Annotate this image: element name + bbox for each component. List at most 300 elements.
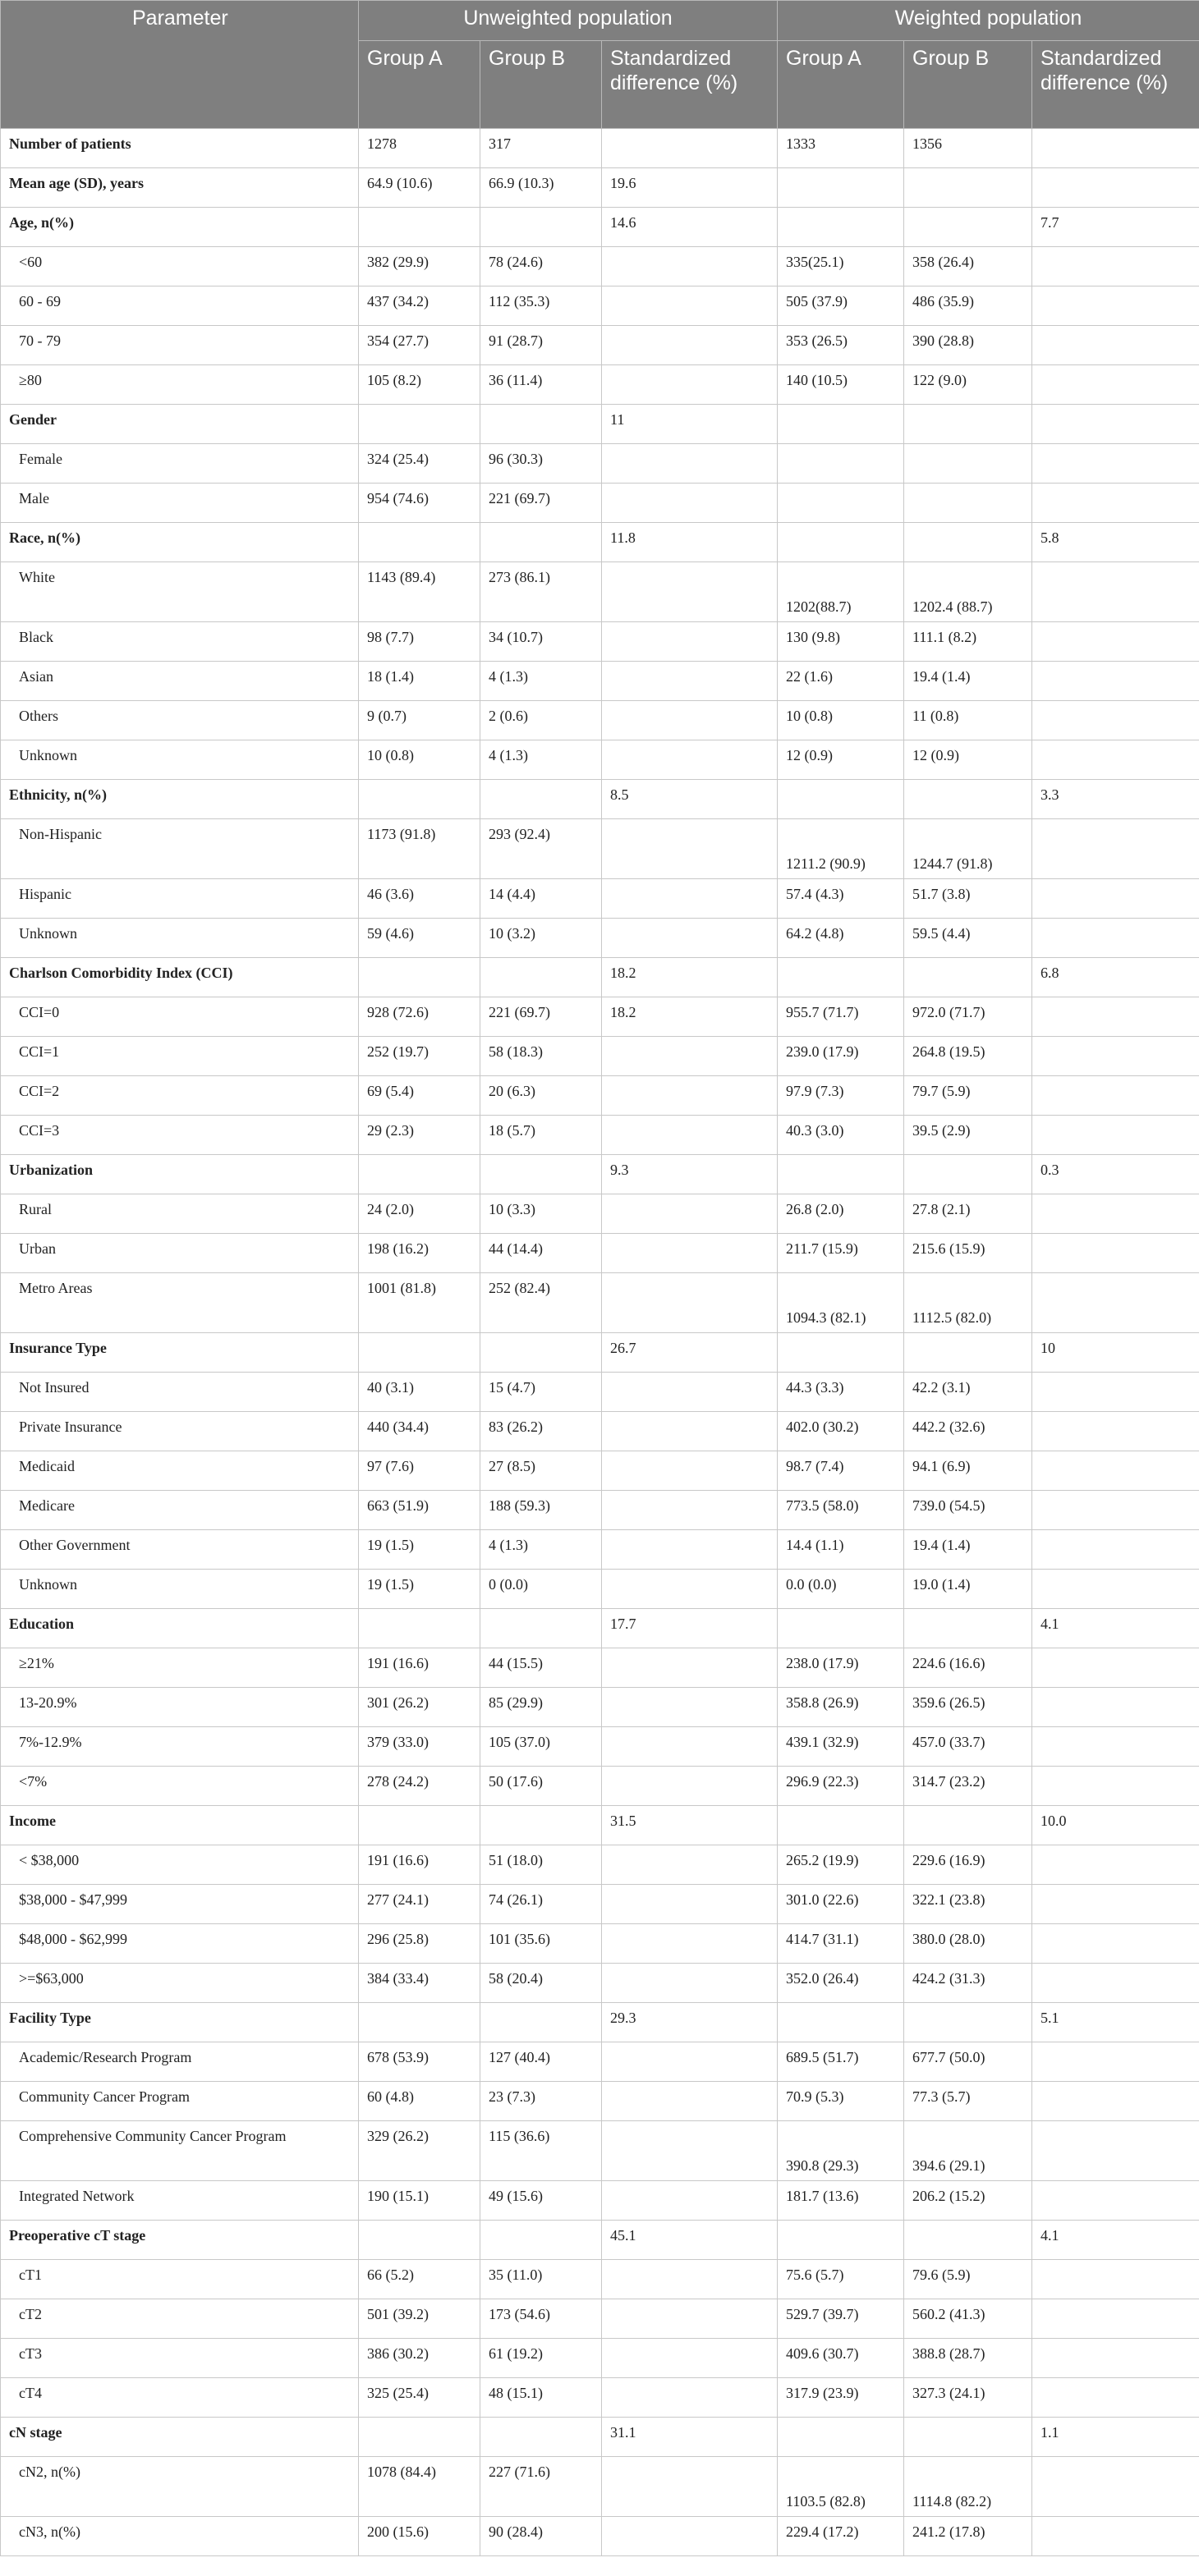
table-section-row bbox=[1, 2003, 1199, 2042]
table-row bbox=[1, 819, 1199, 879]
weighted-group-b: 111.1 (8.2) bbox=[904, 622, 1032, 662]
table-row bbox=[1, 2260, 1199, 2299]
unweighted-std-diff bbox=[602, 1964, 778, 2003]
weighted-std-diff bbox=[1032, 2181, 1199, 2221]
weighted-group-a bbox=[778, 523, 904, 562]
row-label: Hispanic bbox=[1, 879, 359, 919]
unweighted-std-diff bbox=[602, 740, 778, 780]
unweighted-std-diff bbox=[602, 701, 778, 740]
unweighted-group-a bbox=[359, 1155, 480, 1194]
weighted-group-b bbox=[904, 2003, 1032, 2042]
unweighted-group-b bbox=[480, 1609, 602, 1648]
unweighted-std-diff bbox=[602, 1924, 778, 1964]
weighted-group-b bbox=[904, 780, 1032, 819]
unweighted-group-b: 4 (1.3) bbox=[480, 740, 602, 780]
weighted-group-b bbox=[904, 958, 1032, 997]
row-label: Medicare bbox=[1, 1491, 359, 1530]
row-label: CCI=2 bbox=[1, 1076, 359, 1116]
unweighted-group-a: 384 (33.4) bbox=[359, 1964, 480, 2003]
table-row bbox=[1, 1924, 1199, 1964]
weighted-group-b: 1112.5 (82.0) bbox=[904, 1273, 1032, 1333]
weighted-group-a: 1202(88.7) bbox=[778, 562, 904, 622]
unweighted-group-a: 69 (5.4) bbox=[359, 1076, 480, 1116]
weighted-group-a: 12 (0.9) bbox=[778, 740, 904, 780]
weighted-group-b: 388.8 (28.7) bbox=[904, 2339, 1032, 2378]
row-label: Charlson Comorbidity Index (CCI) bbox=[1, 958, 359, 997]
row-label: <60 bbox=[1, 247, 359, 286]
weighted-group-b: 560.2 (41.3) bbox=[904, 2299, 1032, 2339]
weighted-group-b: 390 (28.8) bbox=[904, 326, 1032, 365]
weighted-group-b: 27.8 (2.1) bbox=[904, 1194, 1032, 1234]
unweighted-group-a: 1078 (84.4) bbox=[359, 2457, 480, 2517]
table-row bbox=[1, 1648, 1199, 1688]
unweighted-group-a: 1278 bbox=[359, 129, 480, 168]
unweighted-group-a: 24 (2.0) bbox=[359, 1194, 480, 1234]
table-section-row bbox=[1, 168, 1199, 208]
table-section-row bbox=[1, 208, 1199, 247]
unweighted-group-b: 4 (1.3) bbox=[480, 1530, 602, 1570]
header-unweighted-group-b: Group B bbox=[480, 41, 602, 129]
weighted-group-b bbox=[904, 2418, 1032, 2457]
unweighted-group-a bbox=[359, 208, 480, 247]
weighted-group-b bbox=[904, 1155, 1032, 1194]
unweighted-group-b bbox=[480, 958, 602, 997]
unweighted-std-diff bbox=[602, 1451, 778, 1491]
weighted-group-a: 402.0 (30.2) bbox=[778, 1412, 904, 1451]
weighted-group-b: 79.7 (5.9) bbox=[904, 1076, 1032, 1116]
weighted-std-diff bbox=[1032, 1727, 1199, 1767]
unweighted-group-b: 221 (69.7) bbox=[480, 484, 602, 523]
row-label: CCI=1 bbox=[1, 1037, 359, 1076]
weighted-group-a: 1094.3 (82.1) bbox=[778, 1273, 904, 1333]
unweighted-group-b: 44 (15.5) bbox=[480, 1648, 602, 1688]
weighted-group-b: 51.7 (3.8) bbox=[904, 879, 1032, 919]
unweighted-group-a bbox=[359, 780, 480, 819]
unweighted-group-a: 9 (0.7) bbox=[359, 701, 480, 740]
weighted-group-a: 229.4 (17.2) bbox=[778, 2517, 904, 2556]
row-label: Not Insured bbox=[1, 1373, 359, 1412]
unweighted-std-diff bbox=[602, 2181, 778, 2221]
weighted-group-a: 14.4 (1.1) bbox=[778, 1530, 904, 1570]
unweighted-std-diff bbox=[602, 1530, 778, 1570]
unweighted-group-a: 325 (25.4) bbox=[359, 2378, 480, 2418]
weighted-group-a bbox=[778, 1155, 904, 1194]
unweighted-std-diff bbox=[602, 1037, 778, 1076]
unweighted-group-a: 437 (34.2) bbox=[359, 286, 480, 326]
table-row bbox=[1, 2299, 1199, 2339]
unweighted-group-b: 188 (59.3) bbox=[480, 1491, 602, 1530]
weighted-std-diff bbox=[1032, 2299, 1199, 2339]
weighted-group-b: 206.2 (15.2) bbox=[904, 2181, 1032, 2221]
unweighted-group-a: 19 (1.5) bbox=[359, 1530, 480, 1570]
weighted-std-diff: 3.3 bbox=[1032, 780, 1199, 819]
unweighted-group-a: 64.9 (10.6) bbox=[359, 168, 480, 208]
weighted-group-b bbox=[904, 444, 1032, 484]
weighted-group-a bbox=[778, 1609, 904, 1648]
weighted-group-b: 457.0 (33.7) bbox=[904, 1727, 1032, 1767]
unweighted-std-diff bbox=[602, 1194, 778, 1234]
weighted-group-a: 22 (1.6) bbox=[778, 662, 904, 701]
weighted-std-diff: 5.8 bbox=[1032, 523, 1199, 562]
unweighted-group-b bbox=[480, 2221, 602, 2260]
unweighted-std-diff bbox=[602, 365, 778, 405]
header-weighted: Weighted population bbox=[778, 1, 1199, 41]
row-label: Comprehensive Community Cancer Program bbox=[1, 2121, 359, 2181]
unweighted-std-diff bbox=[602, 1412, 778, 1451]
unweighted-group-a: 40 (3.1) bbox=[359, 1373, 480, 1412]
weighted-group-b: 215.6 (15.9) bbox=[904, 1234, 1032, 1273]
row-label: 13-20.9% bbox=[1, 1688, 359, 1727]
weighted-std-diff bbox=[1032, 622, 1199, 662]
unweighted-group-b: 91 (28.7) bbox=[480, 326, 602, 365]
unweighted-std-diff bbox=[602, 247, 778, 286]
unweighted-std-diff: 19.6 bbox=[602, 168, 778, 208]
weighted-group-a bbox=[778, 444, 904, 484]
unweighted-std-diff bbox=[602, 326, 778, 365]
table-row bbox=[1, 1194, 1199, 1234]
unweighted-std-diff bbox=[602, 2339, 778, 2378]
weighted-group-a: 181.7 (13.6) bbox=[778, 2181, 904, 2221]
unweighted-group-a: 18 (1.4) bbox=[359, 662, 480, 701]
unweighted-group-b: 173 (54.6) bbox=[480, 2299, 602, 2339]
unweighted-group-a bbox=[359, 1333, 480, 1373]
unweighted-std-diff: 26.7 bbox=[602, 1333, 778, 1373]
weighted-group-a: 64.2 (4.8) bbox=[778, 919, 904, 958]
weighted-std-diff bbox=[1032, 2042, 1199, 2082]
table-row bbox=[1, 701, 1199, 740]
unweighted-group-b bbox=[480, 2418, 602, 2457]
weighted-group-b: 77.3 (5.7) bbox=[904, 2082, 1032, 2121]
row-label: cN stage bbox=[1, 2418, 359, 2457]
weighted-group-a bbox=[778, 168, 904, 208]
unweighted-group-b: 58 (20.4) bbox=[480, 1964, 602, 2003]
unweighted-std-diff bbox=[602, 1116, 778, 1155]
weighted-group-a: 301.0 (22.6) bbox=[778, 1885, 904, 1924]
weighted-std-diff bbox=[1032, 2339, 1199, 2378]
table-section-row bbox=[1, 2418, 1199, 2457]
weighted-group-a: 1103.5 (82.8) bbox=[778, 2457, 904, 2517]
weighted-std-diff: 10 bbox=[1032, 1333, 1199, 1373]
unweighted-std-diff bbox=[602, 1885, 778, 1924]
weighted-group-b: 1356 bbox=[904, 129, 1032, 168]
table-row bbox=[1, 1727, 1199, 1767]
unweighted-group-b: 293 (92.4) bbox=[480, 819, 602, 879]
row-label: Unknown bbox=[1, 919, 359, 958]
unweighted-group-a: 379 (33.0) bbox=[359, 1727, 480, 1767]
row-label: Male bbox=[1, 484, 359, 523]
unweighted-group-a: 440 (34.4) bbox=[359, 1412, 480, 1451]
unweighted-std-diff: 9.3 bbox=[602, 1155, 778, 1194]
unweighted-group-b: 221 (69.7) bbox=[480, 997, 602, 1037]
weighted-group-b: 224.6 (16.6) bbox=[904, 1648, 1032, 1688]
unweighted-std-diff bbox=[602, 1570, 778, 1609]
weighted-group-a bbox=[778, 1333, 904, 1373]
unweighted-group-a: 1143 (89.4) bbox=[359, 562, 480, 622]
unweighted-group-b bbox=[480, 1155, 602, 1194]
weighted-group-b: 42.2 (3.1) bbox=[904, 1373, 1032, 1412]
table-section-row bbox=[1, 405, 1199, 444]
weighted-std-diff bbox=[1032, 1885, 1199, 1924]
unweighted-group-b: 85 (29.9) bbox=[480, 1688, 602, 1727]
table-section-row bbox=[1, 2221, 1199, 2260]
row-label: Age, n(%) bbox=[1, 208, 359, 247]
unweighted-std-diff: 18.2 bbox=[602, 958, 778, 997]
row-label: Insurance Type bbox=[1, 1333, 359, 1373]
unweighted-group-a bbox=[359, 1609, 480, 1648]
table-row bbox=[1, 1234, 1199, 1273]
weighted-group-b: 19.4 (1.4) bbox=[904, 662, 1032, 701]
row-label: Private Insurance bbox=[1, 1412, 359, 1451]
weighted-group-b bbox=[904, 484, 1032, 523]
unweighted-group-b: 317 bbox=[480, 129, 602, 168]
unweighted-group-b: 44 (14.4) bbox=[480, 1234, 602, 1273]
table-row bbox=[1, 1688, 1199, 1727]
weighted-group-a: 335(25.1) bbox=[778, 247, 904, 286]
weighted-group-a: 773.5 (58.0) bbox=[778, 1491, 904, 1530]
unweighted-group-b: 49 (15.6) bbox=[480, 2181, 602, 2221]
unweighted-group-a: 382 (29.9) bbox=[359, 247, 480, 286]
weighted-group-b: 1114.8 (82.2) bbox=[904, 2457, 1032, 2517]
row-label: Female bbox=[1, 444, 359, 484]
row-label: White bbox=[1, 562, 359, 622]
unweighted-group-a: 105 (8.2) bbox=[359, 365, 480, 405]
weighted-std-diff bbox=[1032, 1530, 1199, 1570]
weighted-std-diff bbox=[1032, 1964, 1199, 2003]
unweighted-group-b: 78 (24.6) bbox=[480, 247, 602, 286]
unweighted-group-b: 105 (37.0) bbox=[480, 1727, 602, 1767]
weighted-std-diff: 10.0 bbox=[1032, 1806, 1199, 1845]
weighted-std-diff bbox=[1032, 365, 1199, 405]
unweighted-std-diff bbox=[602, 2082, 778, 2121]
weighted-std-diff bbox=[1032, 2121, 1199, 2181]
table-row bbox=[1, 919, 1199, 958]
row-label: Black bbox=[1, 622, 359, 662]
unweighted-std-diff bbox=[602, 484, 778, 523]
weighted-group-a: 75.6 (5.7) bbox=[778, 2260, 904, 2299]
unweighted-std-diff bbox=[602, 879, 778, 919]
table-row bbox=[1, 1491, 1199, 1530]
unweighted-group-b: 2 (0.6) bbox=[480, 701, 602, 740]
weighted-std-diff bbox=[1032, 2457, 1199, 2517]
unweighted-group-b bbox=[480, 523, 602, 562]
weighted-std-diff bbox=[1032, 1234, 1199, 1273]
weighted-group-a bbox=[778, 405, 904, 444]
unweighted-group-a: 1173 (91.8) bbox=[359, 819, 480, 879]
weighted-group-b: 442.2 (32.6) bbox=[904, 1412, 1032, 1451]
table-row bbox=[1, 1570, 1199, 1609]
table-row bbox=[1, 2082, 1199, 2121]
unweighted-std-diff bbox=[602, 2299, 778, 2339]
weighted-group-a: 352.0 (26.4) bbox=[778, 1964, 904, 2003]
unweighted-group-a: 198 (16.2) bbox=[359, 1234, 480, 1273]
unweighted-std-diff bbox=[602, 1234, 778, 1273]
weighted-std-diff bbox=[1032, 997, 1199, 1037]
table-body bbox=[1, 129, 1199, 2556]
weighted-group-a: 689.5 (51.7) bbox=[778, 2042, 904, 2082]
row-label: ≥21% bbox=[1, 1648, 359, 1688]
unweighted-std-diff bbox=[602, 1767, 778, 1806]
unweighted-std-diff bbox=[602, 444, 778, 484]
weighted-group-b: 394.6 (29.1) bbox=[904, 2121, 1032, 2181]
weighted-std-diff bbox=[1032, 2260, 1199, 2299]
weighted-std-diff bbox=[1032, 1412, 1199, 1451]
unweighted-group-a: 329 (26.2) bbox=[359, 2121, 480, 2181]
unweighted-group-a: 252 (19.7) bbox=[359, 1037, 480, 1076]
weighted-group-b: 359.6 (26.5) bbox=[904, 1688, 1032, 1727]
unweighted-group-b: 50 (17.6) bbox=[480, 1767, 602, 1806]
table-row bbox=[1, 247, 1199, 286]
unweighted-std-diff bbox=[602, 562, 778, 622]
weighted-group-b: 59.5 (4.4) bbox=[904, 919, 1032, 958]
unweighted-group-a: 324 (25.4) bbox=[359, 444, 480, 484]
weighted-std-diff bbox=[1032, 484, 1199, 523]
unweighted-std-diff bbox=[602, 1491, 778, 1530]
weighted-std-diff bbox=[1032, 286, 1199, 326]
weighted-group-a: 10 (0.8) bbox=[778, 701, 904, 740]
weighted-group-a: 239.0 (17.9) bbox=[778, 1037, 904, 1076]
weighted-group-a: 238.0 (17.9) bbox=[778, 1648, 904, 1688]
weighted-group-b: 264.8 (19.5) bbox=[904, 1037, 1032, 1076]
unweighted-group-a: 29 (2.3) bbox=[359, 1116, 480, 1155]
row-label: Non-Hispanic bbox=[1, 819, 359, 879]
unweighted-group-b: 15 (4.7) bbox=[480, 1373, 602, 1412]
weighted-group-b bbox=[904, 168, 1032, 208]
table-row bbox=[1, 1412, 1199, 1451]
weighted-std-diff: 6.8 bbox=[1032, 958, 1199, 997]
weighted-std-diff bbox=[1032, 2082, 1199, 2121]
row-label: Urban bbox=[1, 1234, 359, 1273]
row-label: Gender bbox=[1, 405, 359, 444]
table-row bbox=[1, 1373, 1199, 1412]
table-row bbox=[1, 2378, 1199, 2418]
unweighted-group-a: 296 (25.8) bbox=[359, 1924, 480, 1964]
unweighted-std-diff bbox=[602, 2517, 778, 2556]
weighted-group-b bbox=[904, 208, 1032, 247]
row-label: Education bbox=[1, 1609, 359, 1648]
unweighted-std-diff bbox=[602, 2121, 778, 2181]
table-row bbox=[1, 484, 1199, 523]
row-label: $38,000 - $47,999 bbox=[1, 1885, 359, 1924]
unweighted-std-diff bbox=[602, 1076, 778, 1116]
unweighted-group-a: 98 (7.7) bbox=[359, 622, 480, 662]
row-label: cT4 bbox=[1, 2378, 359, 2418]
weighted-group-b: 12 (0.9) bbox=[904, 740, 1032, 780]
weighted-std-diff: 1.1 bbox=[1032, 2418, 1199, 2457]
unweighted-std-diff bbox=[602, 286, 778, 326]
weighted-std-diff bbox=[1032, 1845, 1199, 1885]
table-row bbox=[1, 2121, 1199, 2181]
unweighted-group-a: 59 (4.6) bbox=[359, 919, 480, 958]
weighted-group-a: 414.7 (31.1) bbox=[778, 1924, 904, 1964]
row-label: < $38,000 bbox=[1, 1845, 359, 1885]
table-row bbox=[1, 326, 1199, 365]
weighted-group-a: 358.8 (26.9) bbox=[778, 1688, 904, 1727]
row-label: 70 - 79 bbox=[1, 326, 359, 365]
unweighted-group-a: 501 (39.2) bbox=[359, 2299, 480, 2339]
row-label: Medicaid bbox=[1, 1451, 359, 1491]
unweighted-group-a: 46 (3.6) bbox=[359, 879, 480, 919]
row-label: Others bbox=[1, 701, 359, 740]
weighted-group-b: 486 (35.9) bbox=[904, 286, 1032, 326]
weighted-group-a bbox=[778, 2418, 904, 2457]
unweighted-group-b: 10 (3.2) bbox=[480, 919, 602, 958]
weighted-std-diff bbox=[1032, 1767, 1199, 1806]
row-label: Rural bbox=[1, 1194, 359, 1234]
weighted-group-a bbox=[778, 484, 904, 523]
unweighted-std-diff bbox=[602, 819, 778, 879]
unweighted-std-diff bbox=[602, 2042, 778, 2082]
unweighted-group-a: 1001 (81.8) bbox=[359, 1273, 480, 1333]
unweighted-std-diff: 18.2 bbox=[602, 997, 778, 1037]
header-parameter: Parameter bbox=[1, 1, 359, 129]
table-row bbox=[1, 662, 1199, 701]
unweighted-group-b: 90 (28.4) bbox=[480, 2517, 602, 2556]
row-label: Other Government bbox=[1, 1530, 359, 1570]
unweighted-group-b: 35 (11.0) bbox=[480, 2260, 602, 2299]
unweighted-group-a: 278 (24.2) bbox=[359, 1767, 480, 1806]
weighted-std-diff bbox=[1032, 1116, 1199, 1155]
row-label: Preoperative cT stage bbox=[1, 2221, 359, 2260]
weighted-group-a: 955.7 (71.7) bbox=[778, 997, 904, 1037]
unweighted-std-diff: 31.1 bbox=[602, 2418, 778, 2457]
unweighted-group-b bbox=[480, 208, 602, 247]
weighted-group-b: 11 (0.8) bbox=[904, 701, 1032, 740]
table-row bbox=[1, 444, 1199, 484]
table-row bbox=[1, 1076, 1199, 1116]
unweighted-group-b: 273 (86.1) bbox=[480, 562, 602, 622]
weighted-std-diff bbox=[1032, 1648, 1199, 1688]
weighted-group-b: 1244.7 (91.8) bbox=[904, 819, 1032, 879]
row-label: Urbanization bbox=[1, 1155, 359, 1194]
weighted-group-b: 39.5 (2.9) bbox=[904, 1116, 1032, 1155]
weighted-std-diff: 4.1 bbox=[1032, 1609, 1199, 1648]
row-label: CCI=0 bbox=[1, 997, 359, 1037]
unweighted-group-a bbox=[359, 958, 480, 997]
unweighted-group-b bbox=[480, 780, 602, 819]
table-row bbox=[1, 1767, 1199, 1806]
weighted-std-diff bbox=[1032, 1570, 1199, 1609]
header-row-top bbox=[1, 1, 1199, 41]
weighted-group-a: 505 (37.9) bbox=[778, 286, 904, 326]
unweighted-std-diff bbox=[602, 1845, 778, 1885]
weighted-std-diff bbox=[1032, 1037, 1199, 1076]
unweighted-group-a bbox=[359, 2221, 480, 2260]
weighted-group-a: 70.9 (5.3) bbox=[778, 2082, 904, 2121]
weighted-std-diff bbox=[1032, 2517, 1199, 2556]
weighted-group-b: 327.3 (24.1) bbox=[904, 2378, 1032, 2418]
unweighted-std-diff bbox=[602, 622, 778, 662]
unweighted-group-a: 354 (27.7) bbox=[359, 326, 480, 365]
unweighted-group-b: 58 (18.3) bbox=[480, 1037, 602, 1076]
table-row bbox=[1, 2339, 1199, 2378]
weighted-group-b: 19.0 (1.4) bbox=[904, 1570, 1032, 1609]
weighted-group-a bbox=[778, 958, 904, 997]
unweighted-group-a bbox=[359, 1806, 480, 1845]
row-label: Number of patients bbox=[1, 129, 359, 168]
weighted-group-b bbox=[904, 1806, 1032, 1845]
weighted-group-b: 122 (9.0) bbox=[904, 365, 1032, 405]
unweighted-std-diff: 31.5 bbox=[602, 1806, 778, 1845]
unweighted-std-diff: 11.8 bbox=[602, 523, 778, 562]
weighted-group-a: 265.2 (19.9) bbox=[778, 1845, 904, 1885]
table-row bbox=[1, 1885, 1199, 1924]
weighted-std-diff bbox=[1032, 1924, 1199, 1964]
row-label: $48,000 - $62,999 bbox=[1, 1924, 359, 1964]
weighted-group-a: 26.8 (2.0) bbox=[778, 1194, 904, 1234]
table-section-row bbox=[1, 1155, 1199, 1194]
weighted-std-diff bbox=[1032, 405, 1199, 444]
unweighted-group-b: 48 (15.1) bbox=[480, 2378, 602, 2418]
